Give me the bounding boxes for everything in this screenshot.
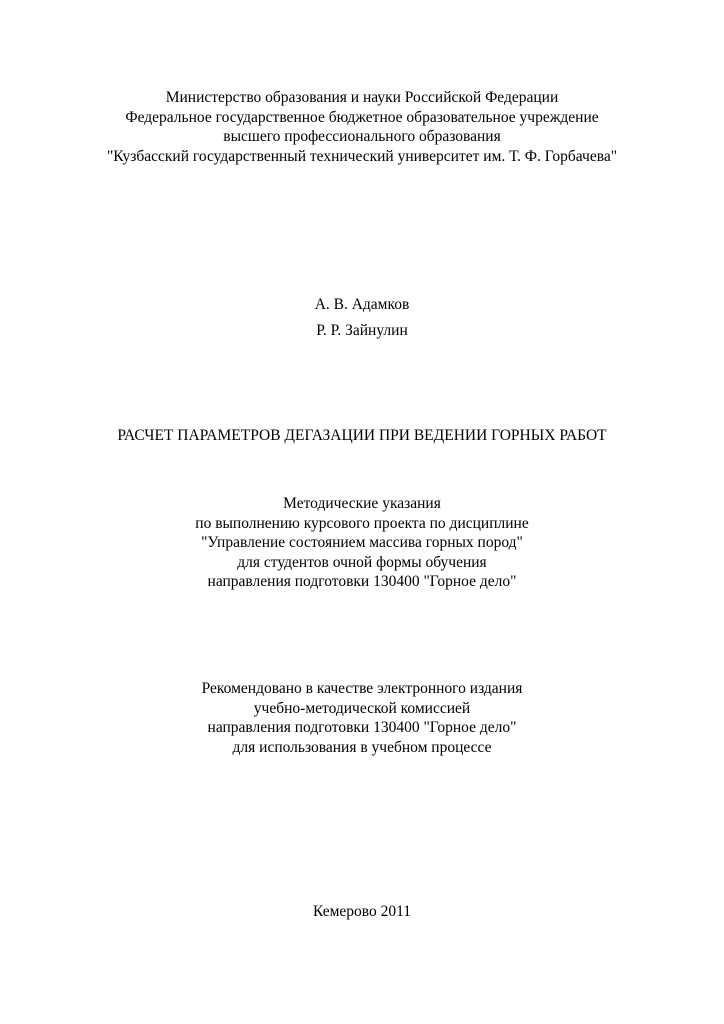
recommendation-line: для использования в учебном процессе [232,738,492,756]
subtitle-line: Методические указания [283,495,441,512]
university-name-line: "Кузбасский государственный технический университет им. Т. Ф. Горбачева" [106,147,618,165]
document-subtitle [0,494,724,592]
recommendation-line: учебно-методической комиссией [253,699,471,717]
institution-type-line: Федеральное государственное бюджетное образовательное учреждение [125,108,599,126]
recommendation-note [0,679,724,757]
author-name: А. В. Адамков [314,296,410,313]
authors [0,292,724,344]
subtitle-line: для студентов очной формы обучения [237,553,487,571]
document-title [0,426,724,446]
author-name: Р. Р. Зайнулин [316,322,408,339]
institution-header [0,88,724,166]
title-text: РАСЧЕТ ПАРАМЕТРОВ ДЕГАЗАЦИИ ПРИ ВЕДЕНИИ ГОРНЫХ РАБОТ [117,427,607,444]
publication-footer [0,902,724,922]
subtitle-line: по выполнению курсового проекта по дисциплине [195,514,529,532]
ministry-line: Министерство образования и науки Российской Федерации [165,89,559,106]
recommendation-line: Рекомендовано в качестве электронного издания [201,680,523,697]
subtitle-line: направления подготовки 130400 "Горное дело" [207,573,517,590]
subtitle-line: "Управление состоянием массива горных пород" [201,534,523,551]
education-level-line: высшего профессионального образования [223,128,501,145]
city-year: Кемерово 2011 [312,903,412,920]
recommendation-line: направления подготовки 130400 "Горное дело" [207,719,517,736]
